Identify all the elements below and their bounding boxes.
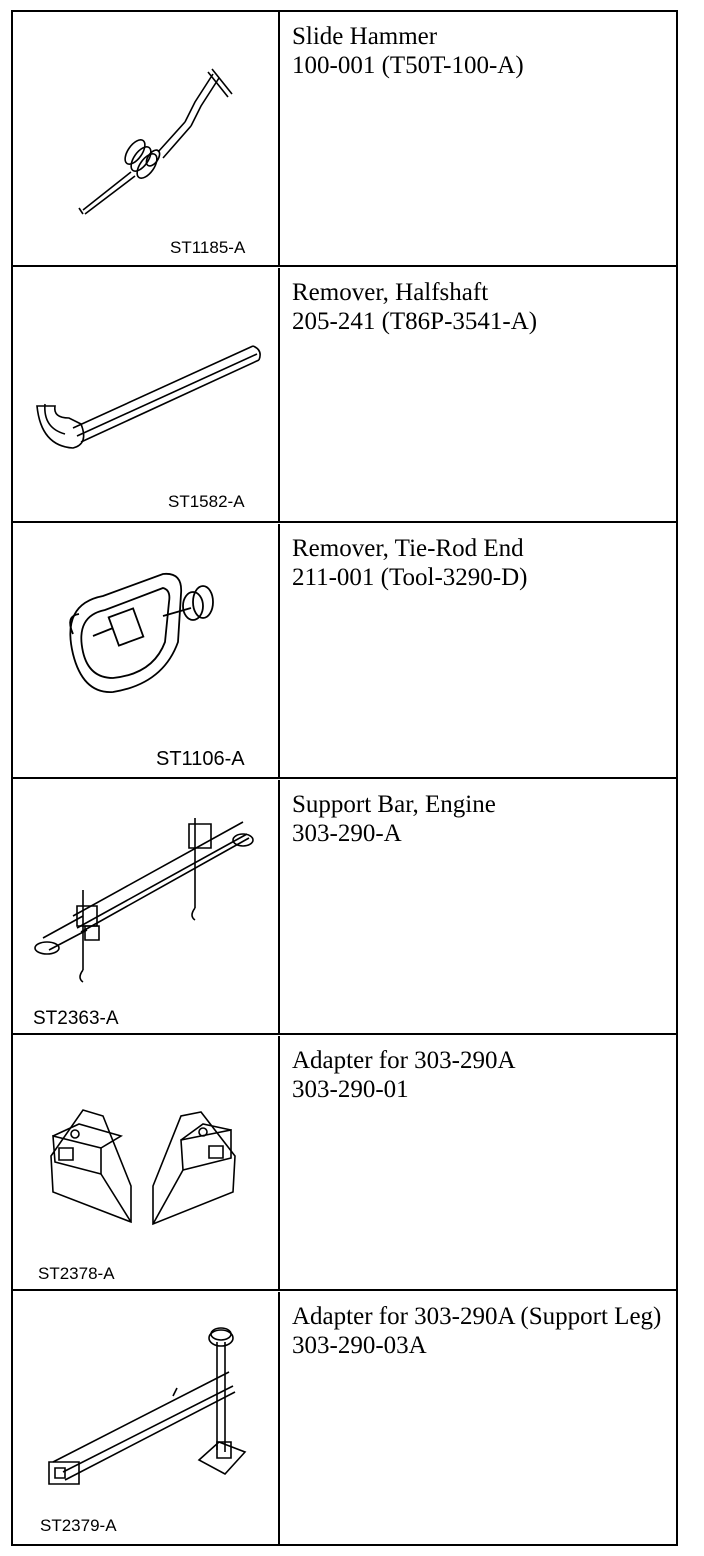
tool-illustration-cell bbox=[13, 780, 280, 1033]
tool-description bbox=[292, 1302, 672, 1360]
tool-description bbox=[292, 534, 672, 592]
special-tools-table bbox=[11, 10, 678, 1546]
tool-description bbox=[292, 22, 672, 80]
tool-number: 303-290-03A bbox=[292, 1332, 427, 1359]
illustration-code: ST1185-A bbox=[170, 238, 246, 257]
tool-number: 211-001 (Tool-3290-D) bbox=[292, 564, 528, 591]
tool-row bbox=[13, 780, 676, 1035]
tool-name: Remover, Tie-Rod End bbox=[292, 535, 524, 562]
tool-row bbox=[13, 1292, 676, 1544]
illustration-code: ST2378-A bbox=[38, 1264, 115, 1283]
tool-name: Adapter for 303-290A bbox=[292, 1047, 516, 1074]
slide-hammer-icon bbox=[13, 12, 278, 267]
tool-illustration-cell bbox=[13, 268, 280, 521]
tool-number: 303-290-A bbox=[292, 820, 402, 847]
tool-name: Slide Hammer bbox=[292, 23, 438, 50]
tool-illustration-cell bbox=[13, 524, 280, 777]
tool-illustration-cell bbox=[13, 12, 280, 265]
tool-number: 100-001 (T50T-100-A) bbox=[292, 52, 524, 79]
illustration-code: ST1582-A bbox=[168, 492, 245, 511]
illustration-code: ST1106-A bbox=[156, 748, 245, 770]
tool-name: Adapter for 303-290A (Support Leg) bbox=[292, 1303, 662, 1330]
tool-illustration-cell bbox=[13, 1292, 280, 1544]
tool-description bbox=[292, 278, 672, 336]
illustration-code: ST2363-A bbox=[33, 1008, 119, 1029]
halfshaft-remover-icon bbox=[13, 268, 278, 523]
support-leg-adapter-icon bbox=[13, 1292, 278, 1544]
tool-name: Remover, Halfshaft bbox=[292, 279, 489, 306]
tool-description bbox=[292, 790, 672, 848]
tool-number: 205-241 (T86P-3541-A) bbox=[292, 308, 538, 335]
tool-row bbox=[13, 524, 676, 779]
illustration-code: ST2379-A bbox=[40, 1516, 117, 1535]
engine-support-bar-icon bbox=[13, 780, 278, 1035]
adapter-brackets-icon bbox=[13, 1036, 278, 1291]
tool-row bbox=[13, 268, 676, 523]
tool-description bbox=[292, 1046, 672, 1104]
tool-row bbox=[13, 12, 676, 267]
tool-number: 303-290-01 bbox=[292, 1076, 409, 1103]
tie-rod-remover-icon bbox=[13, 524, 278, 779]
tool-name: Support Bar, Engine bbox=[292, 791, 496, 818]
tool-row bbox=[13, 1036, 676, 1291]
tool-illustration-cell bbox=[13, 1036, 280, 1289]
